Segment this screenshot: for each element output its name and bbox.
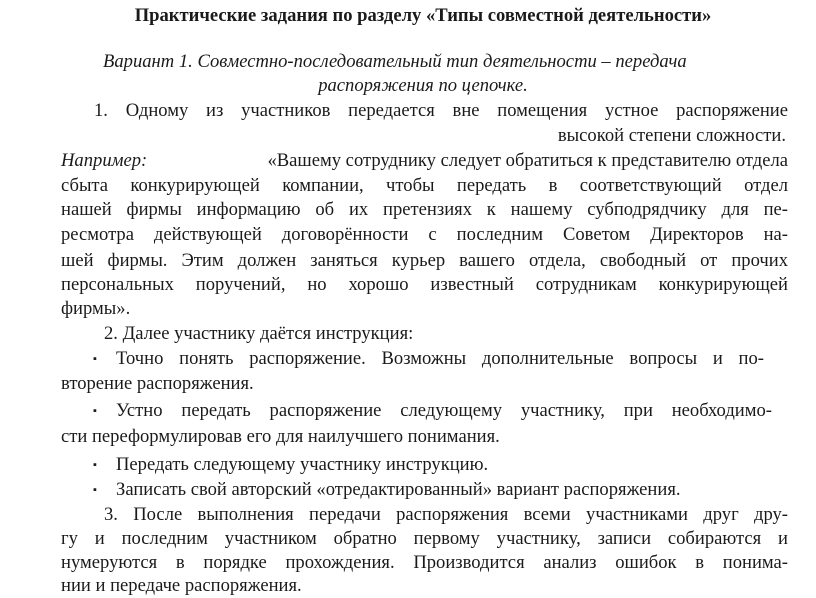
example-line1 (61, 149, 788, 173)
item3-line2: гу и последним участником обратно первому участнику, записи собираются и (61, 528, 788, 549)
bullet1-line1: Точно понять распоряжение. Возможны дополнительные вопросы и по- (116, 348, 764, 369)
page-title: Практические задания по разделу «Типы совместной деятельности» (134, 5, 712, 26)
example-line7: фирмы». (61, 298, 131, 319)
bullet-icon: ▪ (93, 459, 97, 471)
item1-line1: 1. Одному из участников передается вне помещения устное распоряжение (94, 100, 788, 121)
bullet-icon: ▪ (93, 353, 97, 365)
example-label: Например: (61, 150, 148, 171)
example-text-start: «Вашему сотруднику следует обратиться к представителю отдела (267, 150, 788, 171)
example-line4: ресмотра действующей договорённости с последним Советом Директоров на- (61, 224, 788, 245)
bullet3: Передать следующему участнику инструкцию. (116, 454, 489, 475)
item2-intro: 2. Далее участнику даётся инструкция: (104, 323, 414, 344)
item3-line3: нумеруются в порядке прохождения. Производится анализ ошибок в понима- (61, 552, 788, 573)
bullet4: Записать свой авторский «отредактированный» вариант распоряжения. (116, 479, 681, 500)
item1-line2: высокой степени сложности. (557, 125, 786, 146)
example-line6: персональных поручений, но хорошо известный сотрудникам конкурирующей (61, 274, 788, 295)
example-line5: шей фирмы. Этим должен заняться курьер вашего отдела, свободный от прочих (61, 250, 788, 271)
item3-line4: нии и передаче распоряжения. (61, 575, 302, 596)
bullet2-line2: сти переформулировав его для наилучшего понимания. (61, 426, 500, 447)
item3-line1: 3. После выполнения передачи распоряжения всеми участниками друг дру- (104, 504, 788, 525)
bullet-icon: ▪ (93, 484, 97, 496)
example-line3: нашей фирмы информацию об их претензиях к нашему субподрядчику для пе- (61, 199, 788, 220)
variant-heading-line1: Вариант 1. Совместно-последовательный тип деятельности – передача (103, 51, 687, 72)
bullet-icon: ▪ (93, 405, 97, 417)
bullet2-line1: Устно передать распоряжение следующему участнику, при необходимо- (116, 400, 772, 421)
example-line2: сбыта конкурирующей компании, чтобы передать в соответствующий отдел (61, 175, 788, 196)
bullet1-line2: вторение распоряжения. (61, 373, 254, 394)
variant-heading-line2: распоряжения по цепочке. (318, 75, 528, 96)
